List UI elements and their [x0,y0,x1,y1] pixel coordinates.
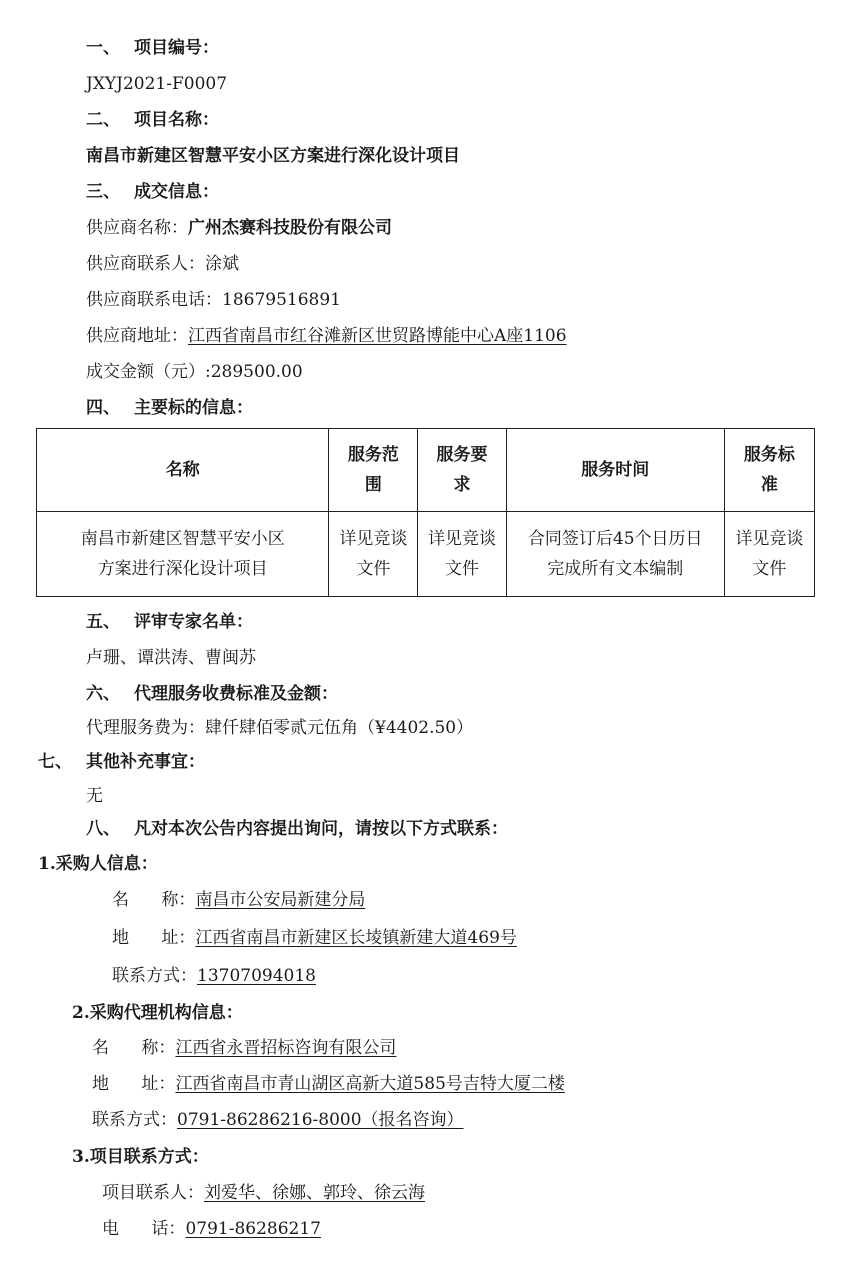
agency-heading: 2.采购代理机构信息： [72,1003,243,1023]
supplier-phone-row [86,288,341,312]
section-number: 二、 [86,110,120,130]
purchaser-name-value: 南昌市公安局新建分局 [195,890,366,910]
supplier-contact-label: 供应商联系人： [86,254,205,274]
project-person-row [102,1181,425,1205]
section-number: 四、 [86,398,120,418]
supplier-address-value: 江西省南昌市红谷滩新区世贸路博能中心A座1106 [188,326,567,346]
other-matters: 无 [86,786,103,806]
project-tel-label: 电 话： [102,1219,186,1239]
section-title: 成交信息： [134,182,219,202]
project-contact-heading: 3.项目联系方式： [72,1147,209,1167]
deal-amount-value: 289500.00 [210,362,303,382]
section-4-heading [86,396,253,420]
section-number: 六、 [86,684,120,704]
table-row [37,512,815,597]
supplier-contact-value: 涂斌 [205,254,239,274]
purchaser-heading: 1.采购人信息： [38,854,158,874]
section-3-heading [86,180,219,204]
project-name: 南昌市新建区智慧平安小区方案进行深化设计项目 [86,146,460,166]
agency-fee: 代理服务费为：肆仟肆佰零贰元伍角（¥4402.50） [86,718,474,738]
supplier-phone-value: 18679516891 [222,290,341,310]
supplier-contact-row [86,252,239,276]
header-scope: 服务范 围 [329,429,418,512]
table-header-row [37,429,815,512]
agency-tel-row [92,1108,464,1132]
section-title: 主要标的信息： [134,398,253,418]
section-8-heading [86,817,508,841]
cell-scope: 详见竞谈 文件 [329,512,418,597]
project-tel-row [102,1217,321,1241]
cell-standard: 详见竞谈 文件 [724,512,814,597]
supplier-address-row [86,324,567,348]
section-1-heading [86,36,219,60]
section-title: 凡对本次公告内容提出询问，请按以下方式联系： [134,819,508,839]
section-title: 项目编号： [134,38,219,58]
section-title: 项目名称： [134,110,219,130]
project-code: JXYJ2021-F0007 [86,74,228,94]
purchaser-address-value: 江西省南昌市新建区长堎镇新建大道469号 [195,928,517,948]
purchaser-tel-row [112,964,316,988]
project-tel-value: 0791-86286217 [185,1219,321,1239]
deal-amount-row [86,360,303,384]
agency-tel-value: 0791-86286216-8000（报名咨询） [177,1110,464,1130]
project-person-label: 项目联系人： [102,1183,204,1203]
purchaser-tel-value: 13707094018 [197,966,316,986]
expert-list: 卢珊、谭洪涛、曹闽苏 [86,648,256,668]
purchaser-address-row [112,926,517,950]
supplier-name-value: 广州杰赛科技股份有限公司 [188,218,392,238]
section-2-heading [86,108,219,132]
section-number: 一、 [86,38,120,58]
purchaser-name-label: 名 称： [112,890,196,910]
purchaser-address-label: 地 址： [112,928,196,948]
supplier-phone-label: 供应商联系电话： [86,290,222,310]
supplier-name-label: 供应商名称： [86,218,188,238]
agency-address-row [92,1072,565,1096]
header-requirement: 服务要 求 [418,429,506,512]
section-number: 八、 [86,819,120,839]
supplier-name-row [86,216,392,240]
agency-name-label: 名 称： [92,1038,176,1058]
cell-requirement: 详见竞谈 文件 [418,512,506,597]
agency-tel-label: 联系方式： [92,1110,177,1130]
header-service-time: 服务时间 [506,429,724,512]
section-title: 评审专家名单： [134,612,253,632]
agency-address-value: 江西省南昌市青山湖区高新大道585号吉特大厦二楼 [175,1074,565,1094]
cell-name: 南昌市新建区智慧平安小区 方案进行深化设计项目 [37,512,329,597]
header-name: 名称 [37,429,329,512]
project-person-value: 刘爱华、徐娜、郭玲、徐云海 [204,1183,425,1203]
deal-amount-label: 成交金额（元）: [86,362,211,382]
section-6-heading [86,682,338,706]
header-standard: 服务标 准 [724,429,814,512]
section-title: 代理服务收费标准及金额： [134,684,338,704]
cell-service-time: 合同签订后45个日历日 完成所有文本编制 [506,512,724,597]
purchaser-name-row [112,888,365,912]
section-number: 五、 [86,612,120,632]
agency-name-row [92,1036,396,1060]
section-title: 其他补充事宜： [86,752,205,772]
section-7-heading [38,750,205,774]
section-number: 三、 [86,182,120,202]
section-5-heading [86,610,253,634]
supplier-address-label: 供应商地址： [86,326,188,346]
agency-name-value: 江西省永晋招标咨询有限公司 [175,1038,397,1058]
section-number: 七、 [38,752,72,772]
agency-address-label: 地 址： [92,1074,176,1094]
bid-info-table [36,428,815,597]
purchaser-tel-label: 联系方式： [112,966,197,986]
